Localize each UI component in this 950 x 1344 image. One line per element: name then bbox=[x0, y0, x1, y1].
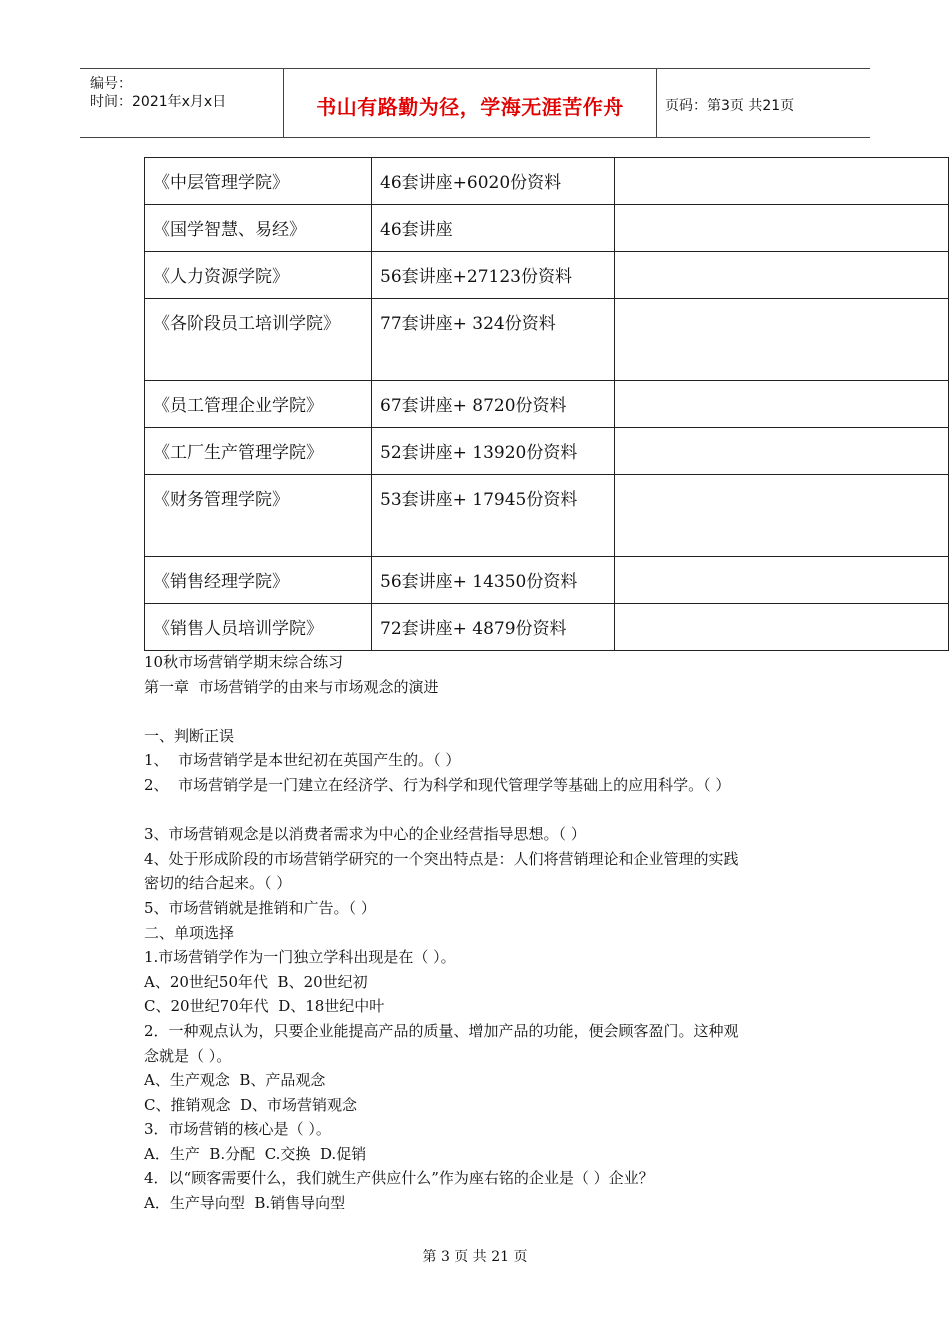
question-line: 4．以“顾客需要什么，我们就生产供应什么”作为座右铭的企业是（ ）企业？ bbox=[144, 1169, 654, 1188]
document-time-label: 时间：2021年x月x日 bbox=[90, 94, 227, 110]
table-cell-name: 《各阶段员工培训学院》 bbox=[145, 299, 372, 381]
table-row bbox=[145, 299, 949, 381]
table-cell-name: 《国学智慧、易经》 bbox=[145, 205, 372, 252]
option-line: A．生产 B.分配 C.交换 D.促销 bbox=[144, 1144, 367, 1163]
table-cell-name: 《销售经理学院》 bbox=[145, 557, 372, 604]
question-line: 3、市场营销观念是以消费者需求为中心的企业经营指导思想。（ ） bbox=[144, 825, 586, 844]
question-line: 3．市场营销的核心是（ ）。 bbox=[144, 1120, 331, 1139]
table-cell-name: 《销售人员培训学院》 bbox=[145, 604, 372, 651]
table-cell-extra bbox=[615, 205, 949, 252]
table-row bbox=[145, 381, 949, 428]
table-cell-extra bbox=[615, 381, 949, 428]
table-cell-extra bbox=[615, 299, 949, 381]
table-cell-name: 《人力资源学院》 bbox=[145, 252, 372, 299]
table-cell-content: 52套讲座+ 13920份资料 bbox=[372, 428, 615, 475]
table-cell-name: 《员工管理企业学院》 bbox=[145, 381, 372, 428]
table-cell-name: 《中层管理学院》 bbox=[145, 158, 372, 205]
header-page-info: 页码：第3页 共21页 bbox=[665, 98, 795, 114]
question-line: 密切的结合起来。（ ） bbox=[144, 874, 292, 893]
table-cell-extra bbox=[615, 604, 949, 651]
part-heading: 二、单项选择 bbox=[144, 923, 235, 942]
option-line: A、生产观念 B、产品观念 bbox=[144, 1071, 326, 1090]
table-cell-content: 77套讲座+ 324份资料 bbox=[372, 299, 615, 381]
page-header bbox=[80, 68, 870, 138]
question-line: 1、 市场营销学是本世纪初在英国产生的。（ ） bbox=[144, 751, 461, 770]
option-line: C、20世纪70年代 D、18世纪中叶 bbox=[144, 997, 385, 1016]
chapter-title: 第一章 市场营销学的由来与市场观念的演进 bbox=[144, 677, 439, 696]
table-cell-content: 53套讲座+ 17945份资料 bbox=[372, 475, 615, 557]
question-line: 念就是（ ）。 bbox=[144, 1046, 232, 1065]
table-cell-extra bbox=[615, 557, 949, 604]
option-line: A．生产导向型 B.销售导向型 bbox=[144, 1194, 346, 1213]
document-body bbox=[144, 650, 824, 1216]
table-cell-extra bbox=[615, 158, 949, 205]
header-page-cell bbox=[657, 69, 870, 137]
table-row bbox=[145, 252, 949, 299]
question-line: 1.市场营销学作为一门独立学科出现是在（ ）。 bbox=[144, 948, 456, 967]
table-cell-extra bbox=[615, 428, 949, 475]
resource-table bbox=[144, 157, 949, 651]
table-cell-content: 46套讲座 bbox=[372, 205, 615, 252]
header-motto-cell bbox=[284, 69, 657, 137]
header-motto: 书山有路勤为径，学海无涯苦作舟 bbox=[316, 95, 624, 119]
option-line: A、20世纪50年代 B、20世纪初 bbox=[144, 972, 368, 991]
table-row bbox=[145, 205, 949, 252]
page-footer: 第 3 页 共 21 页 bbox=[422, 1249, 528, 1265]
table-cell-name: 《工厂生产管理学院》 bbox=[145, 428, 372, 475]
question-line: 5、市场营销就是推销和广告。（ ） bbox=[144, 898, 376, 917]
table-row bbox=[145, 475, 949, 557]
blank-line bbox=[144, 699, 824, 724]
table-row bbox=[145, 557, 949, 604]
table-row bbox=[145, 158, 949, 205]
question-line: 2、 市场营销学是一门建立在经济学、行为科学和现代管理学等基础上的应用科学。（ ） bbox=[144, 775, 731, 794]
part-heading: 一、判断正误 bbox=[144, 726, 235, 745]
table-cell-content: 56套讲座+ 14350份资料 bbox=[372, 557, 615, 604]
question-line: 4、处于形成阶段的市场营销学研究的一个突出特点是：人们将营销理论和企业管理的实践 bbox=[144, 849, 739, 868]
document-number-label: 编号： bbox=[90, 76, 132, 92]
question-line: 2．一种观点认为，只要企业能提高产品的质量、增加产品的功能，便会顾客盈门。这种观 bbox=[144, 1021, 739, 1040]
table-cell-content: 56套讲座+27123份资料 bbox=[372, 252, 615, 299]
table-row bbox=[145, 604, 949, 651]
section-title: 10秋市场营销学期末综合练习 bbox=[144, 653, 344, 671]
table-cell-content: 72套讲座+ 4879份资料 bbox=[372, 604, 615, 651]
header-info-cell bbox=[80, 69, 284, 137]
table-cell-extra bbox=[615, 475, 949, 557]
table-cell-name: 《财务管理学院》 bbox=[145, 475, 372, 557]
blank-line bbox=[144, 798, 824, 823]
table-row bbox=[145, 428, 949, 475]
option-line: C、推销观念 D、市场营销观念 bbox=[144, 1095, 358, 1114]
table-cell-content: 46套讲座+6020份资料 bbox=[372, 158, 615, 205]
table-cell-content: 67套讲座+ 8720份资料 bbox=[372, 381, 615, 428]
table-cell-extra bbox=[615, 252, 949, 299]
